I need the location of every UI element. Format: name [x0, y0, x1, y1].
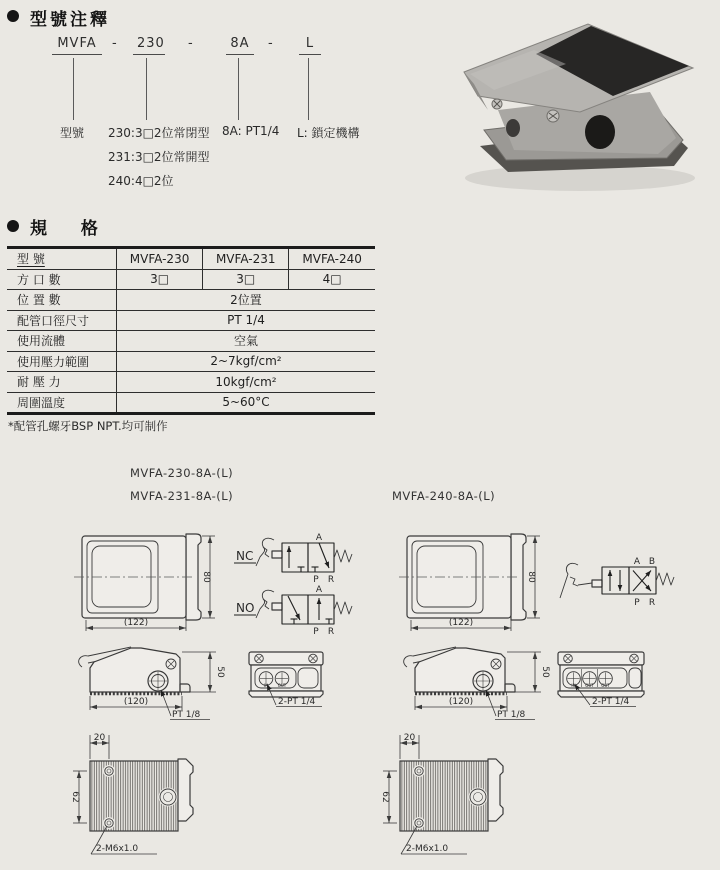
- pt18-callout: [486, 690, 535, 720]
- spec-row-label: 周圍溫度: [7, 392, 117, 414]
- legend-func2: 231:3□2位常開型: [108, 150, 210, 164]
- model-code-base: MVFA: [52, 36, 102, 55]
- dim-text-62: 62: [70, 791, 80, 803]
- drawing-label-240: MVFA-240-8A-(L): [392, 489, 496, 503]
- dim-text-20: 20: [403, 733, 416, 743]
- legend-func1: 230:3□2位常閉型: [108, 126, 210, 140]
- drawing-label-231: MVFA-231-8A-(L): [130, 489, 234, 503]
- spec-cell: 2位置: [117, 290, 376, 311]
- model-code-port: 8A: [226, 36, 254, 55]
- dim-text-120: (120): [448, 697, 474, 707]
- top-view-230: [58, 528, 220, 636]
- dimension-122: [86, 618, 186, 631]
- dimension-20: [90, 733, 109, 759]
- legend-connector-func: [146, 58, 147, 120]
- port-r-label: R: [327, 575, 335, 585]
- spec-header-col: MVFA-231: [203, 248, 289, 270]
- spec-header-label-text: 型 號: [17, 252, 45, 267]
- dim-text-20: 20: [93, 733, 106, 743]
- pt18-label: PT 1/8: [172, 710, 201, 720]
- spec-header-col: MVFA-230: [117, 248, 203, 270]
- table-row: [7, 269, 375, 290]
- product-photo: [450, 8, 712, 200]
- spec-row-label: 耐 壓 力: [7, 372, 117, 393]
- spec-footnote: *配管孔螺牙BSP NPT.均可制作: [8, 419, 168, 433]
- port-p-label: P: [634, 598, 640, 608]
- dimension-62: [380, 771, 397, 823]
- port-a-label: A: [315, 533, 323, 543]
- valve-symbols-nc-no: [228, 532, 368, 642]
- spec-row-label: 方 口 數: [7, 269, 117, 290]
- dimension-122: [411, 618, 511, 631]
- spec-row-label: 配管口徑尺寸: [7, 310, 117, 331]
- dim-text-122: (122): [448, 618, 474, 628]
- center-hole: [159, 788, 178, 807]
- table-row: [7, 351, 375, 372]
- section-bullet-icon: [7, 220, 19, 232]
- out-label: OUT: [277, 683, 287, 688]
- spec-header-col: MVFA-240: [302, 251, 362, 266]
- model-code-sep1: -: [112, 36, 118, 51]
- spec-cell: 4□: [289, 269, 375, 290]
- bottom-view-240: [370, 730, 550, 865]
- mount-hole: [413, 765, 425, 777]
- pt18-callout: [161, 690, 210, 720]
- spec-cell: 3□: [203, 269, 289, 290]
- front-view-230: [236, 642, 361, 734]
- spec-row-label: 位 置 數: [7, 290, 117, 311]
- pt14-label: 2-PT 1/4: [278, 697, 316, 707]
- dim-text-80: 80: [201, 571, 211, 583]
- spec-cell: 2~7kgf/cm²: [117, 351, 376, 372]
- center-hole: [469, 788, 488, 807]
- spec-cell: 10kgf/cm²: [117, 372, 376, 393]
- table-row: [7, 372, 375, 393]
- mount-hole: [413, 817, 425, 829]
- bottom-view-230: [60, 730, 240, 865]
- dim-text-62: 62: [380, 791, 390, 803]
- port-circle: [473, 671, 493, 691]
- table-row: [7, 310, 375, 331]
- legend-connector-base: [73, 58, 74, 120]
- dimension-50: [507, 652, 550, 692]
- spec-row-label: 使用流體: [7, 331, 117, 352]
- top-view-240: [383, 528, 545, 636]
- legend-connector-lock: [308, 58, 309, 120]
- dimension-80: [201, 536, 215, 618]
- mount-hole: [103, 817, 115, 829]
- legend-connector-port: [238, 58, 239, 120]
- model-code-func: 230: [133, 36, 165, 55]
- table-row: [7, 248, 375, 270]
- no-label: NO: [236, 601, 255, 615]
- pt18-label: PT 1/8: [497, 710, 526, 720]
- port-p-label: P: [313, 627, 319, 637]
- dimension-62: [70, 771, 87, 823]
- model-section-title: 型號注釋: [30, 10, 110, 30]
- port-circle: [148, 671, 168, 691]
- port-r-label: R: [648, 598, 656, 608]
- spec-table: [7, 246, 375, 415]
- valve-symbol-no: [234, 585, 352, 637]
- dim-text-80: 80: [526, 571, 536, 583]
- dim-text-50: 50: [215, 666, 225, 678]
- dimension-20: [400, 733, 419, 759]
- valve-symbol-42: [556, 541, 711, 626]
- port-r-label: R: [327, 627, 335, 637]
- spec-header-label: [7, 248, 117, 270]
- photo-screw-icon: [547, 110, 559, 122]
- section-bullet-icon: [7, 10, 19, 22]
- photo-screw-icon: [492, 99, 502, 109]
- legend-lock: L: 鎖定機構: [297, 126, 360, 140]
- spec-cell: PT 1/4: [117, 310, 376, 331]
- drawing-label-230: MVFA-230-8A-(L): [130, 466, 234, 480]
- model-code-sep3: -: [268, 36, 274, 51]
- legend-func3: 240:4□2位: [108, 174, 174, 188]
- side-view-230: [58, 638, 230, 738]
- port-p-label: P: [313, 575, 319, 585]
- model-code-sep2: -: [188, 36, 194, 51]
- front-view-240: [546, 642, 681, 734]
- dim-text-122: (122): [123, 618, 149, 628]
- dim-text-120: (120): [123, 697, 149, 707]
- valve-symbol-nc: [234, 533, 352, 585]
- in-label: IN: [571, 683, 576, 688]
- port-b-label: B: [648, 557, 656, 567]
- nc-label: NC: [236, 549, 254, 563]
- port-a-label: A: [633, 557, 641, 567]
- m6-label: 2-M6x1.0: [406, 844, 449, 854]
- legend-port: 8A: PT1/4: [222, 124, 280, 138]
- dimension-80: [526, 536, 540, 618]
- model-code-lock: L: [299, 36, 321, 55]
- pt14-label: 2-PT 1/4: [592, 697, 630, 707]
- spec-row-label: 使用壓力範圍: [7, 351, 117, 372]
- side-view-240: [383, 638, 555, 738]
- spec-cell: 3□: [117, 269, 203, 290]
- mount-hole: [103, 765, 115, 777]
- table-row: [7, 392, 375, 414]
- spec-cell: 5~60°C: [117, 392, 376, 414]
- table-row: [7, 331, 375, 352]
- dim-text-50: 50: [540, 666, 550, 678]
- m6-label: 2-M6x1.0: [96, 844, 139, 854]
- spec-section-title: 規 格: [30, 219, 112, 239]
- dimension-50: [182, 652, 225, 692]
- port-a-label: A: [315, 585, 323, 595]
- out-label: OUT: [585, 683, 594, 688]
- spec-cell: 空氣: [117, 331, 376, 352]
- legend-base: 型號: [60, 126, 85, 140]
- in-label: IN: [263, 683, 269, 688]
- table-row: [7, 290, 375, 311]
- out-label: OUT: [601, 683, 610, 688]
